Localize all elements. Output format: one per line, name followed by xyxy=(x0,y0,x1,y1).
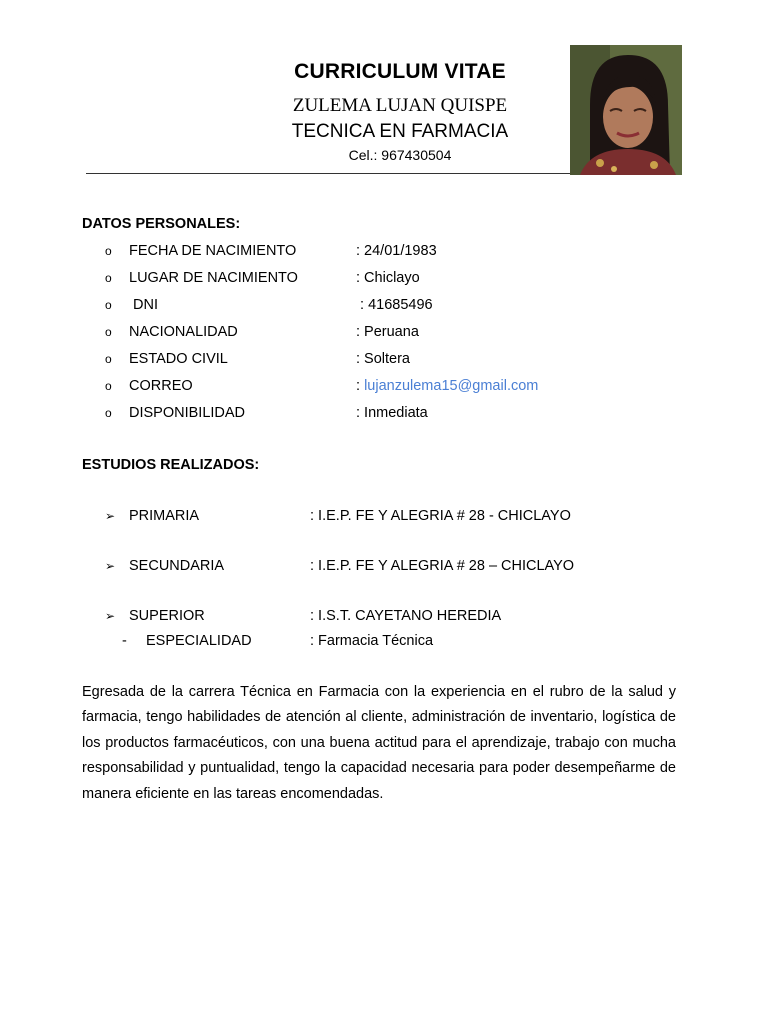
field-value: : Soltera xyxy=(356,351,410,367)
personal-data-heading: DATOS PERSONALES: xyxy=(82,216,241,232)
field-label: ESTADO CIVIL xyxy=(129,351,228,367)
study-value: : I.E.P. FE Y ALEGRIA # 28 - CHICLAYO xyxy=(310,508,571,524)
arrow-bullet-icon: ➢ xyxy=(105,509,116,523)
field-label: LUGAR DE NACIMIENTO xyxy=(129,270,298,286)
field-label: FECHA DE NACIMIENTO xyxy=(129,243,297,259)
arrow-bullet-icon: ➢ xyxy=(105,609,116,623)
list-bullet: o xyxy=(105,352,112,366)
field-label: DISPONIBILIDAD xyxy=(129,405,246,421)
study-value: : I.S.T. CAYETANO HEREDIA xyxy=(310,608,502,624)
field-value: : Chiclayo xyxy=(356,270,420,286)
list-bullet: o xyxy=(105,298,112,312)
profile-summary: Egresada de la carrera Técnica en Farmacia con la experiencia en el rubro de la salud y farmacia, tengo habilidades de atención al cliente, administración de inventario, logística de los productos farmacéuticos, con una buena actitud para el aprendizaje, trabajo con mucha responsabilidad y puntualidad, tengo la capacidad necesaria para poder desempeñarme de manera eficiente en las tareas encomendadas. xyxy=(82,684,676,802)
field-value xyxy=(356,376,538,396)
candidate-phone: Cel.: 967430504 xyxy=(348,147,452,163)
list-bullet: o xyxy=(105,325,112,339)
document-title: CURRICULUM VITAE xyxy=(294,60,506,83)
study-value: : Farmacia Técnica xyxy=(310,633,434,649)
email-link[interactable]: lujanzulema15@gmail.com xyxy=(364,378,539,394)
dash-bullet: - xyxy=(122,633,127,649)
email-prefix: : xyxy=(356,378,365,394)
study-label: ESPECIALIDAD xyxy=(146,633,252,649)
study-value: : I.E.P. FE Y ALEGRIA # 28 – CHICLAYO xyxy=(310,558,575,574)
field-label: NACIONALIDAD xyxy=(129,324,238,340)
studies-heading: ESTUDIOS REALIZADOS: xyxy=(82,457,260,473)
field-value: : Peruana xyxy=(356,324,419,340)
candidate-role: TECNICA EN FARMACIA xyxy=(291,121,509,142)
study-label: PRIMARIA xyxy=(129,508,200,524)
field-value: : 24/01/1983 xyxy=(356,243,437,259)
study-label: SUPERIOR xyxy=(129,608,205,624)
field-value: : 41685496 xyxy=(356,297,433,313)
arrow-bullet-icon: ➢ xyxy=(105,559,116,573)
field-label: DNI xyxy=(129,297,158,313)
candidate-name: ZULEMA LUJAN QUISPE xyxy=(292,95,508,116)
list-bullet: o xyxy=(105,406,112,420)
list-bullet: o xyxy=(105,244,112,258)
study-label: SECUNDARIA xyxy=(129,558,225,574)
field-label: CORREO xyxy=(129,378,193,394)
list-bullet: o xyxy=(105,271,112,285)
field-value: : Inmediata xyxy=(356,405,428,421)
profile-photo xyxy=(570,45,682,175)
header-divider xyxy=(86,173,596,174)
portrait-image xyxy=(570,45,682,175)
list-bullet: o xyxy=(105,379,112,393)
